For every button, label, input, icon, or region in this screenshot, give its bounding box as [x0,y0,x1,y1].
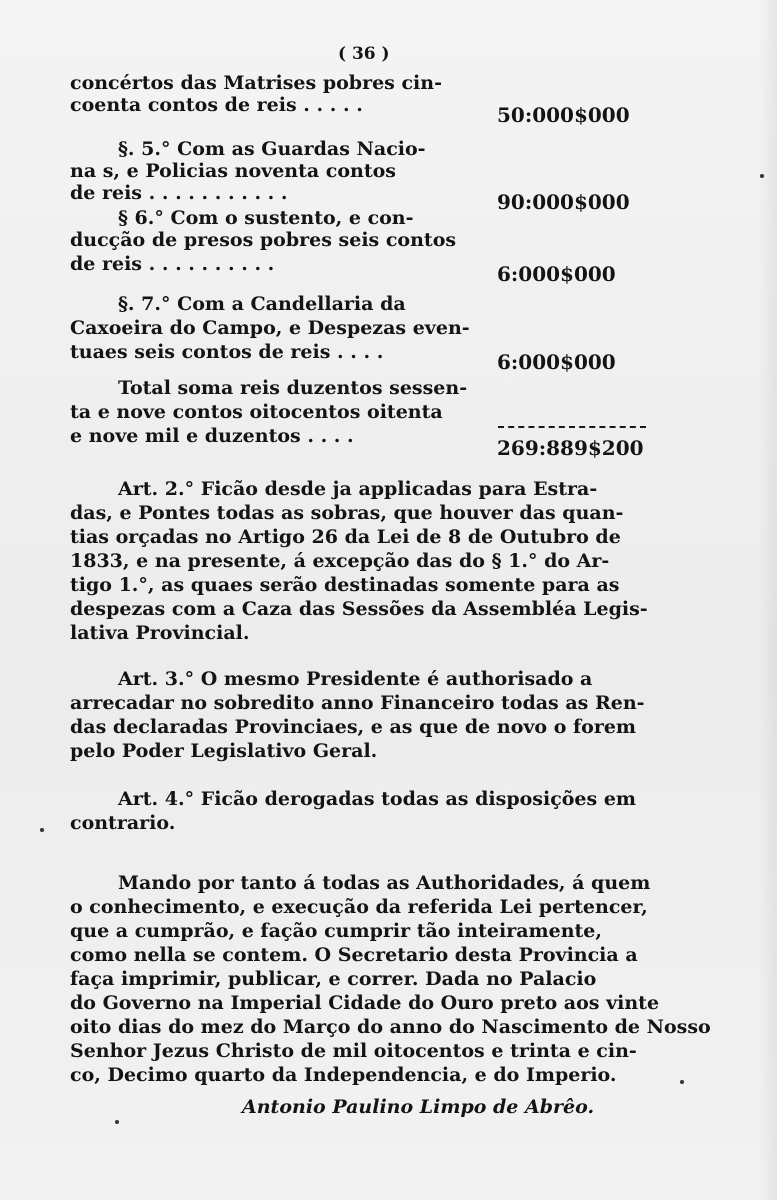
item-5-line-2: ta e nove contos oitocentos oitenta [70,401,443,423]
item-4-line-3: tuaes seis contos de reis . . . . [70,341,384,363]
scan-speck [680,1080,684,1084]
item-2-line-1: §. 5.° Com as Guardas Nacio- [118,138,426,160]
item-5-line-1: Total soma reis duzentos sessen- [118,377,468,399]
article-3-line-1: Art. 3.° O mesmo Presidente é authorisado a [118,668,593,690]
item-4-line-2: Caxoeira do Campo, e Despezas even- [70,317,470,339]
closing-line-9: co, Decimo quarto da Independencia, e do Imperio. [70,1064,617,1086]
total-separator-rule [498,426,646,428]
article-2-line-6: despezas com a Caza das Sessões da Assembléa Legis- [70,598,648,620]
item-3-line-2: ducção de presos pobres seis contos [70,229,457,251]
closing-line-4: como nella se contem. O Secretario desta Provincia a [70,944,638,966]
article-2-line-4: 1833, e na presente, á excepção das do § 1.° do Ar- [70,550,610,572]
article-3-line-2: arrecadar no sobredito anno Financeiro todas as Ren- [70,692,645,714]
item-3-amount: 6:000$000 [497,262,616,286]
item-2-line-2: na s, e Policias noventa contos [70,160,396,182]
item-3-line-3: de reis . . . . . . . . . . [70,253,275,275]
closing-line-1: Mando por tanto á todas as Authoridades, á quem [118,872,651,894]
article-2-line-7: lativa Provincial. [70,622,250,644]
page-edge-shadow [759,0,777,1200]
item-2-line-3: de reis . . . . . . . . . . . [70,182,288,204]
signature-text: Antonio Paulino Limpo de Abrêo. [242,1096,595,1118]
closing-line-8: Senhor Jezus Christo de mil oitocentos e trinta e cin- [70,1040,637,1062]
closing-line-3: que a cumprão, e fação cumprir tão inteiramente, [70,920,602,942]
closing-line-6: do Governo na Imperial Cidade do Ouro preto aos vinte [70,992,660,1014]
scan-speck [115,1120,119,1124]
scan-speck [40,828,44,832]
article-2-line-5: tigo 1.°, as quaes serão destinadas somente para as [70,574,620,596]
article-3-line-3: das declaradas Provinciaes, e as que de novo o forem [70,716,637,738]
item-1-line-2: coenta contos de reis . . . . . [70,94,363,116]
item-4-amount: 6:000$000 [497,350,616,374]
article-2-line-2: das, e Pontes todas as sobras, que houver das quan- [70,502,624,524]
item-2-amount: 90:000$000 [497,190,630,214]
closing-line-7: oito dias do mez do Março do anno do Nascimento de Nosso [70,1016,711,1038]
article-4-line-1: Art. 4.° Ficão derogadas todas as disposições em [118,788,637,810]
item-4-line-1: §. 7.° Com a Candellaria da [118,293,406,315]
article-2-line-1: Art. 2.° Ficão desde ja applicadas para Estra- [118,478,598,500]
total-amount: 269:889$200 [497,436,644,460]
closing-line-2: o conhecimento, e execução da referida Lei pertencer, [70,896,648,918]
item-1-amount: 50:000$000 [497,103,630,127]
page-number: ( 36 ) [338,44,390,64]
closing-line-5: faça imprimir, publicar, e correr. Dada no Palacio [70,968,597,990]
article-2-line-3: tias orçadas no Artigo 26 da Lei de 8 de Outubro de [70,526,621,548]
scan-speck [760,174,764,178]
article-4-line-2: contrario. [70,812,176,834]
item-3-line-1: § 6.° Com o sustento, e con- [118,207,414,229]
item-1-line-1: concértos das Matrises pobres cin- [70,72,442,94]
article-3-line-4: pelo Poder Legislativo Geral. [70,740,378,762]
item-5-line-3: e nove mil e duzentos . . . . [70,425,354,447]
signature [242,1096,594,1118]
